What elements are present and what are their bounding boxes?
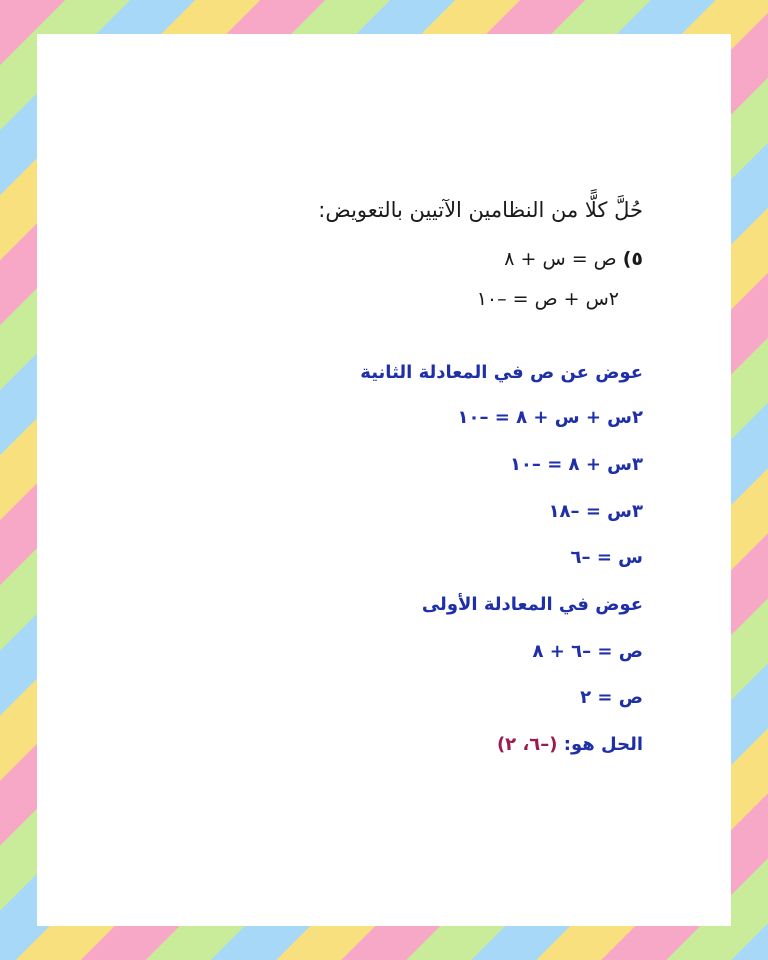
answer-label: الحل هو:	[563, 734, 643, 755]
substitute-first-label: عوض في المعادلة الأولى	[421, 594, 643, 615]
equation-2: ٢س + ص = –١٠	[476, 288, 619, 310]
solution-step-6: ص = ٢	[580, 687, 643, 708]
answer-value: (–٦، ٢)	[496, 734, 558, 755]
equation-1: ص = س + ٨	[504, 248, 617, 270]
worksheet-card	[37, 34, 731, 926]
solution-step-4: س = –٦	[570, 547, 643, 568]
solution-step-2: ٣س + ٨ = –١٠	[509, 454, 643, 475]
solution-step-5: ص = –٦ + ٨	[532, 641, 643, 662]
answer-row	[497, 736, 643, 754]
solution-step-3: ٣س = –١٨	[548, 501, 643, 522]
problem-number: ٥)	[622, 248, 643, 270]
substitute-second-label: عوض عن ص في المعادلة الثانية	[360, 362, 643, 383]
problem-row-1	[504, 250, 643, 269]
solution-step-1: ٢س + س + ٨ = –١٠	[457, 407, 643, 428]
instruction-text: حُلَّ كلًّا من النظامين الآتيين بالتعويض:	[318, 198, 643, 222]
